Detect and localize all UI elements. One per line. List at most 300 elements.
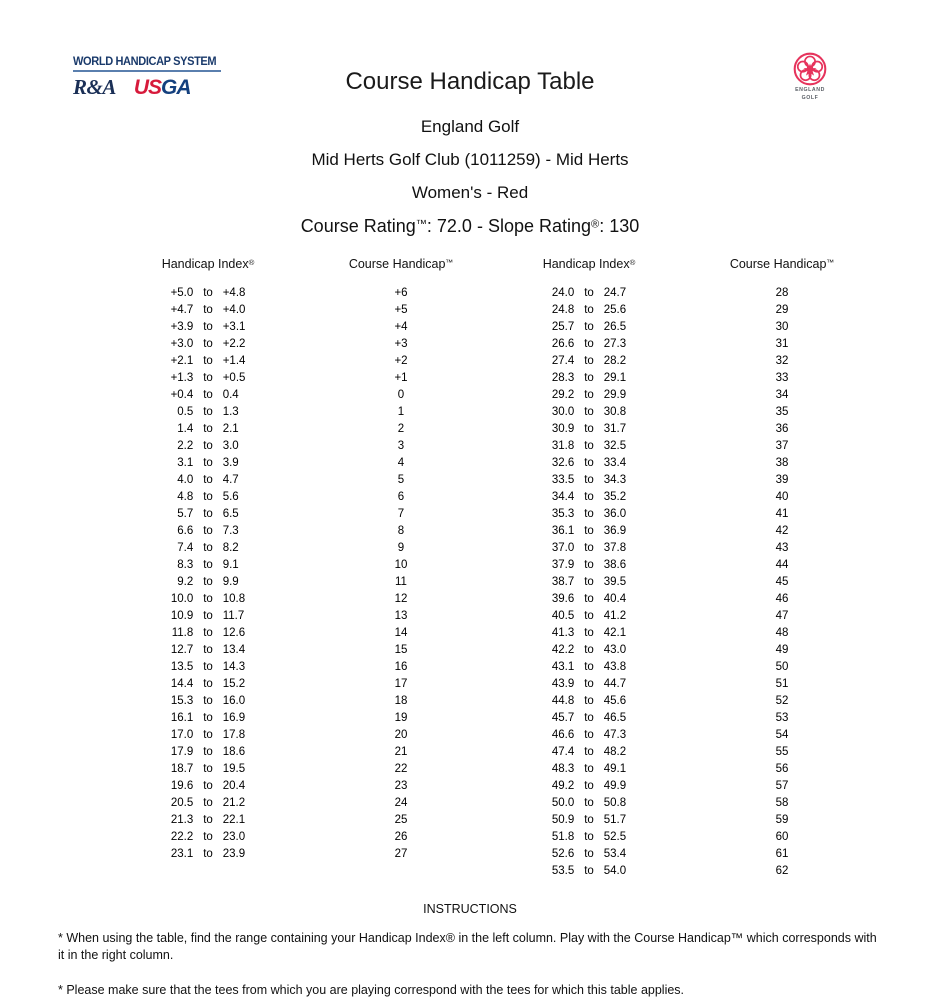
row-spacer <box>283 761 321 778</box>
handicap-index-high: +2.2 <box>222 338 246 350</box>
table-row <box>514 336 862 353</box>
course-handicap-value: 33 <box>775 372 789 384</box>
table-header-row <box>133 257 481 285</box>
row-spacer <box>664 608 702 625</box>
england-golf-logo <box>779 52 841 101</box>
handicap-index-high: 3.9 <box>222 457 239 469</box>
course-handicap-value: 29 <box>775 304 789 316</box>
table-row <box>133 693 481 710</box>
handicap-index-high: 45.6 <box>603 695 627 707</box>
course-handicap-value: 6 <box>397 491 405 503</box>
course-handicap-value: 62 <box>775 865 789 877</box>
handicap-index-low: 40.5 <box>551 610 575 622</box>
range-to-label: to <box>203 695 213 707</box>
table-row <box>514 727 862 744</box>
row-spacer <box>664 710 702 727</box>
column-header-course-handicap <box>702 257 862 285</box>
course-handicap-value: 4 <box>397 457 405 469</box>
course-handicap-value: 52 <box>775 695 789 707</box>
course-handicap-value: +2 <box>394 355 408 367</box>
course-rating-value: : 72.0 - Slope Rating <box>426 216 592 236</box>
range-to-label: to <box>584 542 594 554</box>
range-to-label: to <box>584 831 594 843</box>
table-row <box>133 455 481 472</box>
range-to-label: to <box>203 338 213 350</box>
handicap-index-low: 39.6 <box>551 593 575 605</box>
handicap-index-low: 10.0 <box>170 593 194 605</box>
range-to-label: to <box>203 661 213 673</box>
handicap-index-low: +4.7 <box>170 304 194 316</box>
course-handicap-value: 28 <box>775 287 789 299</box>
course-handicap-value: 24 <box>394 797 408 809</box>
range-to-label: to <box>584 491 594 503</box>
row-spacer <box>283 336 321 353</box>
range-to-label: to <box>203 474 213 486</box>
handicap-index-high: 37.8 <box>603 542 627 554</box>
england-golf-wordmark-line1: ENGLAND <box>795 87 825 93</box>
handicap-index-low: 37.9 <box>551 559 575 571</box>
row-spacer <box>283 489 321 506</box>
row-spacer <box>664 319 702 336</box>
course-handicap-value: 20 <box>394 729 408 741</box>
handicap-index-high: 24.7 <box>603 287 627 299</box>
handicap-index-high: 31.7 <box>603 423 627 435</box>
course-handicap-value: 41 <box>775 508 789 520</box>
course-handicap-value: 34 <box>775 389 789 401</box>
trademark-symbol-icon: ™ <box>415 218 427 231</box>
row-spacer <box>664 727 702 744</box>
row-spacer <box>283 574 321 591</box>
handicap-index-low: 35.3 <box>551 508 575 520</box>
table-row <box>133 829 481 846</box>
range-to-label: to <box>584 372 594 384</box>
handicap-index-high: 3.0 <box>222 440 239 452</box>
handicap-index-high: 44.7 <box>603 678 627 690</box>
range-to-label: to <box>584 474 594 486</box>
table-row <box>133 727 481 744</box>
course-handicap-value: 30 <box>775 321 789 333</box>
row-spacer <box>664 676 702 693</box>
handicap-index-low: 27.4 <box>551 355 575 367</box>
table-row <box>514 523 862 540</box>
handicap-index-high: 41.2 <box>603 610 627 622</box>
table-row <box>514 557 862 574</box>
trademark-symbol-icon: ™ <box>445 257 454 267</box>
row-spacer <box>283 438 321 455</box>
row-spacer <box>664 557 702 574</box>
column-header-spacer <box>283 257 321 285</box>
column-header-course-handicap <box>321 257 481 285</box>
table-row <box>514 795 862 812</box>
handicap-index-low: 44.8 <box>551 695 575 707</box>
row-spacer <box>283 846 321 863</box>
course-handicap-value: 51 <box>775 678 789 690</box>
registered-symbol-icon: ® <box>629 257 636 267</box>
row-spacer <box>283 540 321 557</box>
table-row <box>133 659 481 676</box>
row-spacer <box>664 778 702 795</box>
table-row <box>514 659 862 676</box>
course-handicap-value: 60 <box>775 831 789 843</box>
course-handicap-value: +1 <box>394 372 408 384</box>
table-row <box>514 455 862 472</box>
table-row <box>133 540 481 557</box>
handicap-index-low: 26.6 <box>551 338 575 350</box>
table-row <box>514 846 862 863</box>
range-to-label: to <box>203 525 213 537</box>
row-spacer <box>283 302 321 319</box>
row-spacer <box>664 336 702 353</box>
handicap-index-low: 4.8 <box>177 491 194 503</box>
range-to-label: to <box>584 423 594 435</box>
handicap-index-high: 49.9 <box>603 780 627 792</box>
row-spacer <box>283 625 321 642</box>
handicap-index-low: 43.9 <box>551 678 575 690</box>
handicap-index-low: 10.9 <box>170 610 194 622</box>
table-row <box>514 489 862 506</box>
handicap-index-low: 0.5 <box>177 406 194 418</box>
table-row <box>514 302 862 319</box>
range-to-label: to <box>584 559 594 571</box>
handicap-index-low: +0.4 <box>170 389 194 401</box>
course-handicap-value: 59 <box>775 814 789 826</box>
course-handicap-value: 46 <box>775 593 789 605</box>
handicap-index-low: 20.5 <box>170 797 194 809</box>
course-handicap-value: 25 <box>394 814 408 826</box>
row-spacer <box>283 285 321 302</box>
handicap-index-high: 22.1 <box>222 814 246 826</box>
row-spacer <box>664 421 702 438</box>
course-handicap-value: 55 <box>775 746 789 758</box>
slope-rating-value: : 130 <box>599 216 640 236</box>
handicap-index-low: 8.3 <box>177 559 194 571</box>
range-to-label: to <box>584 576 594 588</box>
range-to-label: to <box>584 440 594 452</box>
row-spacer <box>664 795 702 812</box>
handicap-index-low: 18.7 <box>170 763 194 775</box>
table-row <box>133 761 481 778</box>
handicap-index-high: 28.2 <box>603 355 627 367</box>
range-to-label: to <box>203 389 213 401</box>
table-row <box>514 438 862 455</box>
range-to-label: to <box>584 593 594 605</box>
table-row <box>514 472 862 489</box>
row-spacer <box>283 642 321 659</box>
page-title: Course Handicap Table <box>345 68 595 95</box>
course-handicap-value: +6 <box>394 287 408 299</box>
table-row <box>514 778 862 795</box>
course-handicap-value: 39 <box>775 474 789 486</box>
course-handicap-value: 15 <box>394 644 408 656</box>
range-to-label: to <box>203 746 213 758</box>
handicap-index-low: 50.0 <box>551 797 575 809</box>
handicap-index-low: +2.1 <box>170 355 194 367</box>
handicap-index-low: 48.3 <box>551 763 575 775</box>
row-spacer <box>283 829 321 846</box>
handicap-index-high: 36.9 <box>603 525 627 537</box>
row-spacer <box>664 693 702 710</box>
course-handicap-value: 53 <box>775 712 789 724</box>
handicap-index-low: 38.7 <box>551 576 575 588</box>
range-to-label: to <box>203 644 213 656</box>
column-header-course-handicap-label: Course Handicap <box>348 257 446 271</box>
row-spacer <box>283 608 321 625</box>
table-row <box>133 472 481 489</box>
handicap-index-high: 2.1 <box>222 423 239 435</box>
handicap-index-low: 12.7 <box>170 644 194 656</box>
range-to-label: to <box>584 355 594 367</box>
table-row <box>133 574 481 591</box>
course-handicap-value: 7 <box>397 508 405 520</box>
handicap-index-low: 53.5 <box>551 865 575 877</box>
table-row <box>133 795 481 812</box>
range-to-label: to <box>584 525 594 537</box>
course-handicap-value: 1 <box>397 406 405 418</box>
row-spacer <box>283 523 321 540</box>
handicap-index-high: 26.5 <box>603 321 627 333</box>
range-to-label: to <box>584 746 594 758</box>
row-spacer <box>664 574 702 591</box>
table-row <box>133 608 481 625</box>
handicap-index-high: 42.1 <box>603 627 627 639</box>
handicap-index-low: 42.2 <box>551 644 575 656</box>
range-to-label: to <box>584 865 594 877</box>
row-spacer <box>283 812 321 829</box>
tee-label: Women's - Red <box>411 183 529 202</box>
table-row <box>514 387 862 404</box>
handicap-index-low: 17.0 <box>170 729 194 741</box>
handicap-index-low: 23.1 <box>170 848 194 860</box>
table-row <box>514 744 862 761</box>
table-row <box>133 812 481 829</box>
range-to-label: to <box>203 508 213 520</box>
table-row <box>133 319 481 336</box>
table-row <box>514 370 862 387</box>
row-spacer <box>664 744 702 761</box>
table-row <box>133 557 481 574</box>
handicap-index-high: 15.2 <box>222 678 246 690</box>
course-handicap-value: 19 <box>394 712 408 724</box>
range-to-label: to <box>203 406 213 418</box>
range-to-label: to <box>203 355 213 367</box>
course-handicap-value: 31 <box>775 338 789 350</box>
handicap-index-low: 5.7 <box>177 508 194 520</box>
handicap-index-high: 39.5 <box>603 576 627 588</box>
handicap-index-low: 7.4 <box>177 542 194 554</box>
row-spacer <box>664 540 702 557</box>
handicap-index-high: 16.0 <box>222 695 246 707</box>
table-body-left <box>133 285 481 863</box>
range-to-label: to <box>584 610 594 622</box>
course-handicap-value: 57 <box>775 780 789 792</box>
handicap-index-high: 8.2 <box>222 542 239 554</box>
governing-body-label: England Golf <box>420 117 520 136</box>
course-handicap-value: 11 <box>395 576 407 588</box>
table-row <box>133 421 481 438</box>
handicap-index-high: 30.8 <box>603 406 627 418</box>
handicap-index-high: 47.3 <box>603 729 627 741</box>
table-row <box>514 812 862 829</box>
handicap-index-low: 3.1 <box>177 457 194 469</box>
range-to-label: to <box>584 678 594 690</box>
handicap-index-high: 20.4 <box>222 780 246 792</box>
row-spacer <box>664 506 702 523</box>
table-row <box>133 744 481 761</box>
table-row <box>514 710 862 727</box>
randa-logo-text: R&A <box>73 75 116 99</box>
range-to-label: to <box>584 338 594 350</box>
row-spacer <box>283 676 321 693</box>
handicap-index-high: 52.5 <box>603 831 627 843</box>
row-spacer <box>283 421 321 438</box>
range-to-label: to <box>203 593 213 605</box>
column-header-spacer <box>664 257 702 285</box>
range-to-label: to <box>203 780 213 792</box>
handicap-index-high: +3.1 <box>222 321 246 333</box>
table-row <box>133 353 481 370</box>
table-row <box>514 353 862 370</box>
row-spacer <box>283 710 321 727</box>
range-to-label: to <box>584 321 594 333</box>
handicap-index-high: 13.4 <box>222 644 246 656</box>
row-spacer <box>283 693 321 710</box>
table-row <box>514 863 862 880</box>
course-handicap-value: 58 <box>775 797 789 809</box>
handicap-index-high: 0.4 <box>222 389 239 401</box>
row-spacer <box>664 812 702 829</box>
handicap-index-high: 19.5 <box>222 763 246 775</box>
handicap-index-high: 23.0 <box>222 831 246 843</box>
course-handicap-value: 22 <box>394 763 408 775</box>
handicap-index-low: 2.2 <box>177 440 194 452</box>
course-handicap-value: 12 <box>394 593 408 605</box>
course-handicap-value: 35 <box>775 406 789 418</box>
row-spacer <box>664 642 702 659</box>
handicap-index-low: 47.4 <box>551 746 575 758</box>
handicap-index-high: 50.8 <box>603 797 627 809</box>
handicap-index-high: 29.9 <box>603 389 627 401</box>
handicap-index-high: 4.7 <box>222 474 239 486</box>
row-spacer <box>283 319 321 336</box>
range-to-label: to <box>203 729 213 741</box>
range-to-label: to <box>584 508 594 520</box>
table-row <box>514 591 862 608</box>
table-row <box>514 404 862 421</box>
handicap-index-high: 5.6 <box>222 491 239 503</box>
document-subtitles <box>0 118 940 235</box>
course-handicap-value: 48 <box>775 627 789 639</box>
table-row <box>133 285 481 302</box>
range-to-label: to <box>584 695 594 707</box>
handicap-index-low: 32.6 <box>551 457 575 469</box>
registered-symbol-icon: ® <box>248 257 255 267</box>
row-spacer <box>664 829 702 846</box>
range-to-label: to <box>203 457 213 469</box>
handicap-index-low: 13.5 <box>170 661 194 673</box>
course-handicap-value: 21 <box>394 746 408 758</box>
handicap-index-low: 17.9 <box>170 746 194 758</box>
handicap-index-low: 19.6 <box>170 780 194 792</box>
handicap-index-high: 46.5 <box>603 712 627 724</box>
range-to-label: to <box>584 457 594 469</box>
handicap-index-low: 1.4 <box>177 423 194 435</box>
range-to-label: to <box>203 372 213 384</box>
handicap-index-high: 40.4 <box>603 593 627 605</box>
range-to-label: to <box>203 440 213 452</box>
table-row <box>133 387 481 404</box>
range-to-label: to <box>584 848 594 860</box>
range-to-label: to <box>203 559 213 571</box>
row-spacer <box>664 659 702 676</box>
table-row <box>514 421 862 438</box>
handicap-index-low: 14.4 <box>170 678 194 690</box>
handicap-index-high: +4.0 <box>222 304 246 316</box>
range-to-label: to <box>584 729 594 741</box>
range-to-label: to <box>584 814 594 826</box>
handicap-index-high: +0.5 <box>222 372 246 384</box>
handicap-index-high: 9.1 <box>222 559 239 571</box>
row-spacer <box>664 387 702 404</box>
handicap-index-low: 21.3 <box>170 814 194 826</box>
handicap-index-low: 43.1 <box>551 661 575 673</box>
table-row <box>514 829 862 846</box>
row-spacer <box>664 370 702 387</box>
handicap-index-low: 4.0 <box>177 474 194 486</box>
table-row <box>514 625 862 642</box>
handicap-index-high: 33.4 <box>603 457 627 469</box>
handicap-index-low: +1.3 <box>170 372 194 384</box>
range-to-label: to <box>584 797 594 809</box>
row-spacer <box>664 302 702 319</box>
range-to-label: to <box>584 712 594 724</box>
handicap-index-high: 10.8 <box>222 593 246 605</box>
handicap-index-low: 22.2 <box>170 831 194 843</box>
handicap-index-high: 49.1 <box>603 763 627 775</box>
course-handicap-value: 3 <box>397 440 405 452</box>
course-handicap-value: +3 <box>394 338 408 350</box>
handicap-index-high: 53.4 <box>603 848 627 860</box>
row-spacer <box>283 727 321 744</box>
row-spacer <box>283 591 321 608</box>
row-spacer <box>664 761 702 778</box>
course-handicap-value: 8 <box>397 525 405 537</box>
course-handicap-value: 38 <box>775 457 789 469</box>
row-spacer <box>664 455 702 472</box>
table-row <box>133 778 481 795</box>
handicap-index-low: 15.3 <box>170 695 194 707</box>
course-handicap-value: 9 <box>397 542 405 554</box>
handicap-index-high: 43.8 <box>603 661 627 673</box>
column-header-course-handicap-label: Course Handicap <box>729 257 827 271</box>
table-header-row <box>514 257 862 285</box>
table-row <box>514 676 862 693</box>
handicap-index-low: +5.0 <box>170 287 194 299</box>
row-spacer <box>283 404 321 421</box>
course-handicap-value: 16 <box>394 661 408 673</box>
range-to-label: to <box>584 661 594 673</box>
handicap-index-high: 17.8 <box>222 729 246 741</box>
handicap-index-low: 16.1 <box>170 712 194 724</box>
course-handicap-value: 2 <box>397 423 405 435</box>
table-row <box>514 574 862 591</box>
course-handicap-value: 14 <box>394 627 408 639</box>
course-handicap-value: 56 <box>775 763 789 775</box>
handicap-index-high: +4.8 <box>222 287 246 299</box>
handicap-index-low: 36.1 <box>551 525 575 537</box>
handicap-index-low: 33.5 <box>551 474 575 486</box>
whs-logo-title: WORLD HANDICAP SYSTEM <box>73 56 217 68</box>
handicap-index-high: 23.9 <box>222 848 246 860</box>
